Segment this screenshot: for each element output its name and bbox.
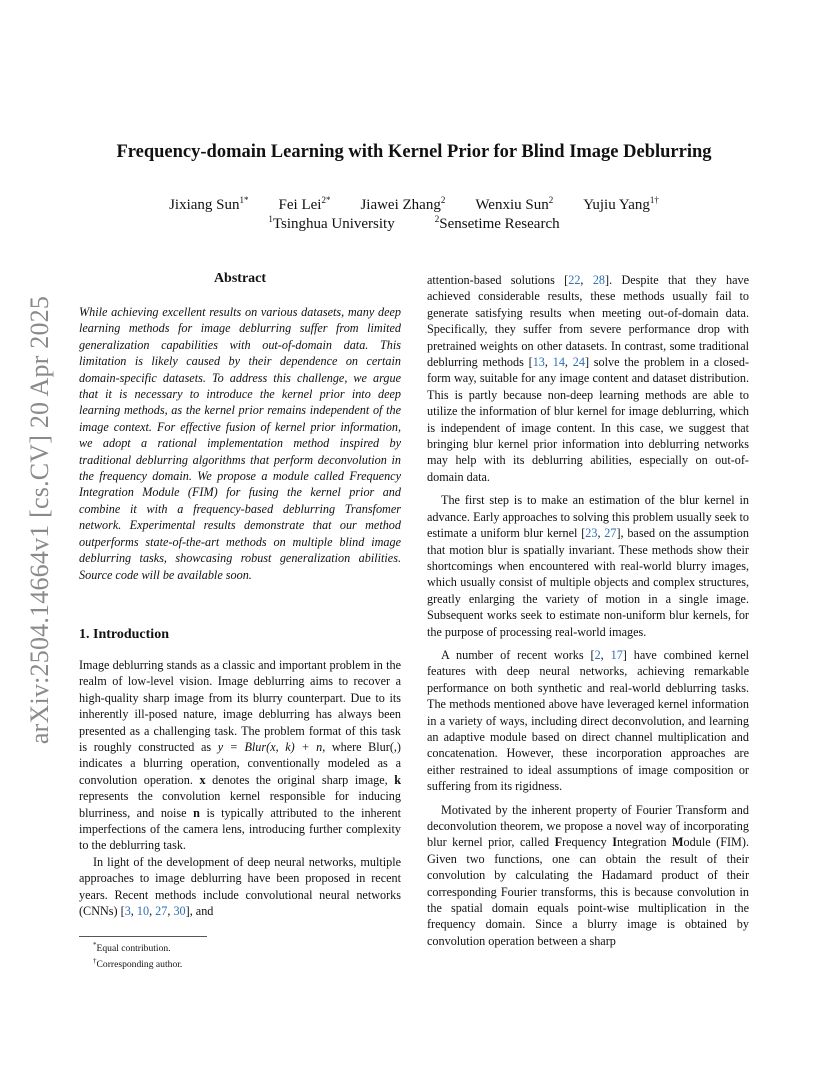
author: Fei Lei$^{2*}$ — [278, 195, 331, 213]
citation-link[interactable]: 28 — [592, 273, 606, 287]
affiliation: $^2$Sensetime Research — [434, 214, 560, 232]
footnote: †Corresponding author. — [93, 957, 183, 971]
arxiv-identifier: arXiv:2504.14664v1 [cs.CV] 20 Apr 2025 — [25, 295, 54, 745]
section-heading-introduction: 1. Introduction — [79, 627, 169, 642]
abstract-heading: Abstract — [213, 271, 267, 286]
footnote: *Equal contribution. — [93, 941, 171, 955]
paragraph: A number of recent works [2, 17] have combined kernel features with deep neural networks, achieving remarkable performance on both synthetic and real-world deblurring tasks. The methods mentioned above have leveraged kernel information in a variety of ways, including direct deconvolution, and learning an adaptive module based on direct channel multiplication and concatenation. However, these incorporation approaches are either restrained to ideal assumptions of image composition or suffering from its rigidness. — [427, 647, 750, 794]
citation-link[interactable]: 24 — [572, 355, 585, 370]
paragraph: Motivated by the inherent property of Fourier Transform and deconvolution theorem, we propose a novel way of incorporating blur kernel prior, called Frequency Integration Module (FIM). Given two functions, one can obtain the result of their convolution by calculating the Hadamard product of their corresponding Fourier transforms, this is because convolution in the spatial domain equals point-wise multiplication in the frequency domain. Since a blurry image is obtained by convolution operation between a sharp — [427, 802, 749, 948]
paragraph: Image deblurring stands as a classic and important problem in the realm of low-level vision. Image deblurring aims to recover a high-quality sharp image from its blurry counterpart. Due to its inherently ill-posed nature, image deblurring has always been presented as a challenging task. The problem format of this task is roughly constructed as y = Blur(x, k) + n, where Blur(,) indicates a blurring operation, conventionally modeled as a convolution operation. x denotes the original sharp image, k represents the convolution kernel responsible for inducing blurriness, and noise n is typically attributed to the inherent imperfections of the camera lens, introducing further complexity to the deblurring task. — [79, 658, 402, 853]
citation-link[interactable]: 27 — [604, 526, 617, 541]
footnotes — [79, 939, 401, 971]
citation-link[interactable]: 10 — [136, 904, 150, 919]
paragraph: The first step is to make an estimation of the blur kernel in advance. Early approaches to solving this problem usually seek to estimate a uniform blur kernel [23, 27], based on the assumption that motion blur is spatially invariant. These methods show their shortcomings when encountered with real-world blurry images, which usually consist of multiple objects and complex structures, greatly enlarging the variety of motion in a single image. Subsequent works seek to estimate non-uniform blur kernels, for the purpose of processing real-world images. — [427, 493, 749, 639]
citation-link[interactable]: 3 — [124, 904, 131, 919]
paragraph: attention-based solutions [22, 28]. Despite that they have achieved considerable results, these methods usually fail to generate satisfying results when meeting out-of-domain data. Specifically, they suffer from severe performance drop with pretrained weights on other datasets. In contrast, some traditional deblurring methods [13, 14, 24] solve the problem in a closed-form way, suitable for any image content and dataset distribution. This is partly because non-deep learning methods are able to utilize the information of blur kernel for image deblurring, which is independent of image content. In this case, we suggest that bringing blur kernel prior information into deblurring networks may help with its deblurring abilities, especially on out-of-domain data. — [427, 273, 750, 484]
author: Wenxiu Sun$^2$ — [475, 195, 554, 213]
citation-link[interactable]: 30 — [173, 904, 186, 919]
author: Jixiang Sun$^{1*}$ — [169, 195, 249, 213]
author-list — [100, 195, 728, 214]
abstract-text: While achieving excellent results on various datasets, many deep learning methods for image deblurring suffer from limited generalization capabilities with out-of-domain data. This limitation is likely caused by their dependence on certain domain-specific datasets. To address this challenge, we argue that it is necessary to introduce the kernel prior into deep learning methods, as the kernel prior remains independent of the image context. For effective fusion of kernel prior information, we adopt a rational implementation method inspired by traditional deblurring algorithms that perform deconvolution in the frequency domain. We propose a module called Frequency Integration Module (FIM) for fusing the kernel prior and combine it with a frequency-based deblurring Transfomer network. Experimental results demonstrate that our method outperforms state-of-the-art methods on multiple blind image deblurring tasks, showcasing robust generalization abilities. Source code will be available soon. — [79, 305, 401, 582]
paper-title: Frequency-domain Learning with Kernel Prior for Blind Image Deblurring — [116, 142, 712, 162]
affiliation: $^1$Tsinghua University — [268, 214, 395, 232]
citation-link[interactable]: 2 — [594, 647, 601, 662]
author: Jiawei Zhang$^2$ — [360, 195, 446, 213]
citation-link[interactable]: 13 — [532, 355, 545, 370]
citation-link[interactable]: 22 — [568, 273, 581, 287]
citation-link[interactable]: 17 — [610, 647, 623, 662]
author: Yujiu Yang$^{1\dagger}$ — [583, 195, 659, 213]
citation-link[interactable]: 14 — [552, 355, 565, 370]
paragraph: In light of the development of deep neural networks, multiple approaches to image deblurring have been proposed in recent years. Recent methods include convolutional neural networks (CNNs) [3, 10, 27, 30], and — [79, 854, 401, 919]
citation-link[interactable]: 23 — [585, 526, 598, 541]
citation-link[interactable]: 27 — [155, 904, 168, 919]
right-column-body — [427, 272, 749, 956]
equation: y = Blur(x, k) + n — [217, 740, 323, 755]
footnote-divider — [79, 936, 207, 937]
introduction-body — [79, 657, 401, 920]
affiliation-list — [100, 214, 728, 233]
